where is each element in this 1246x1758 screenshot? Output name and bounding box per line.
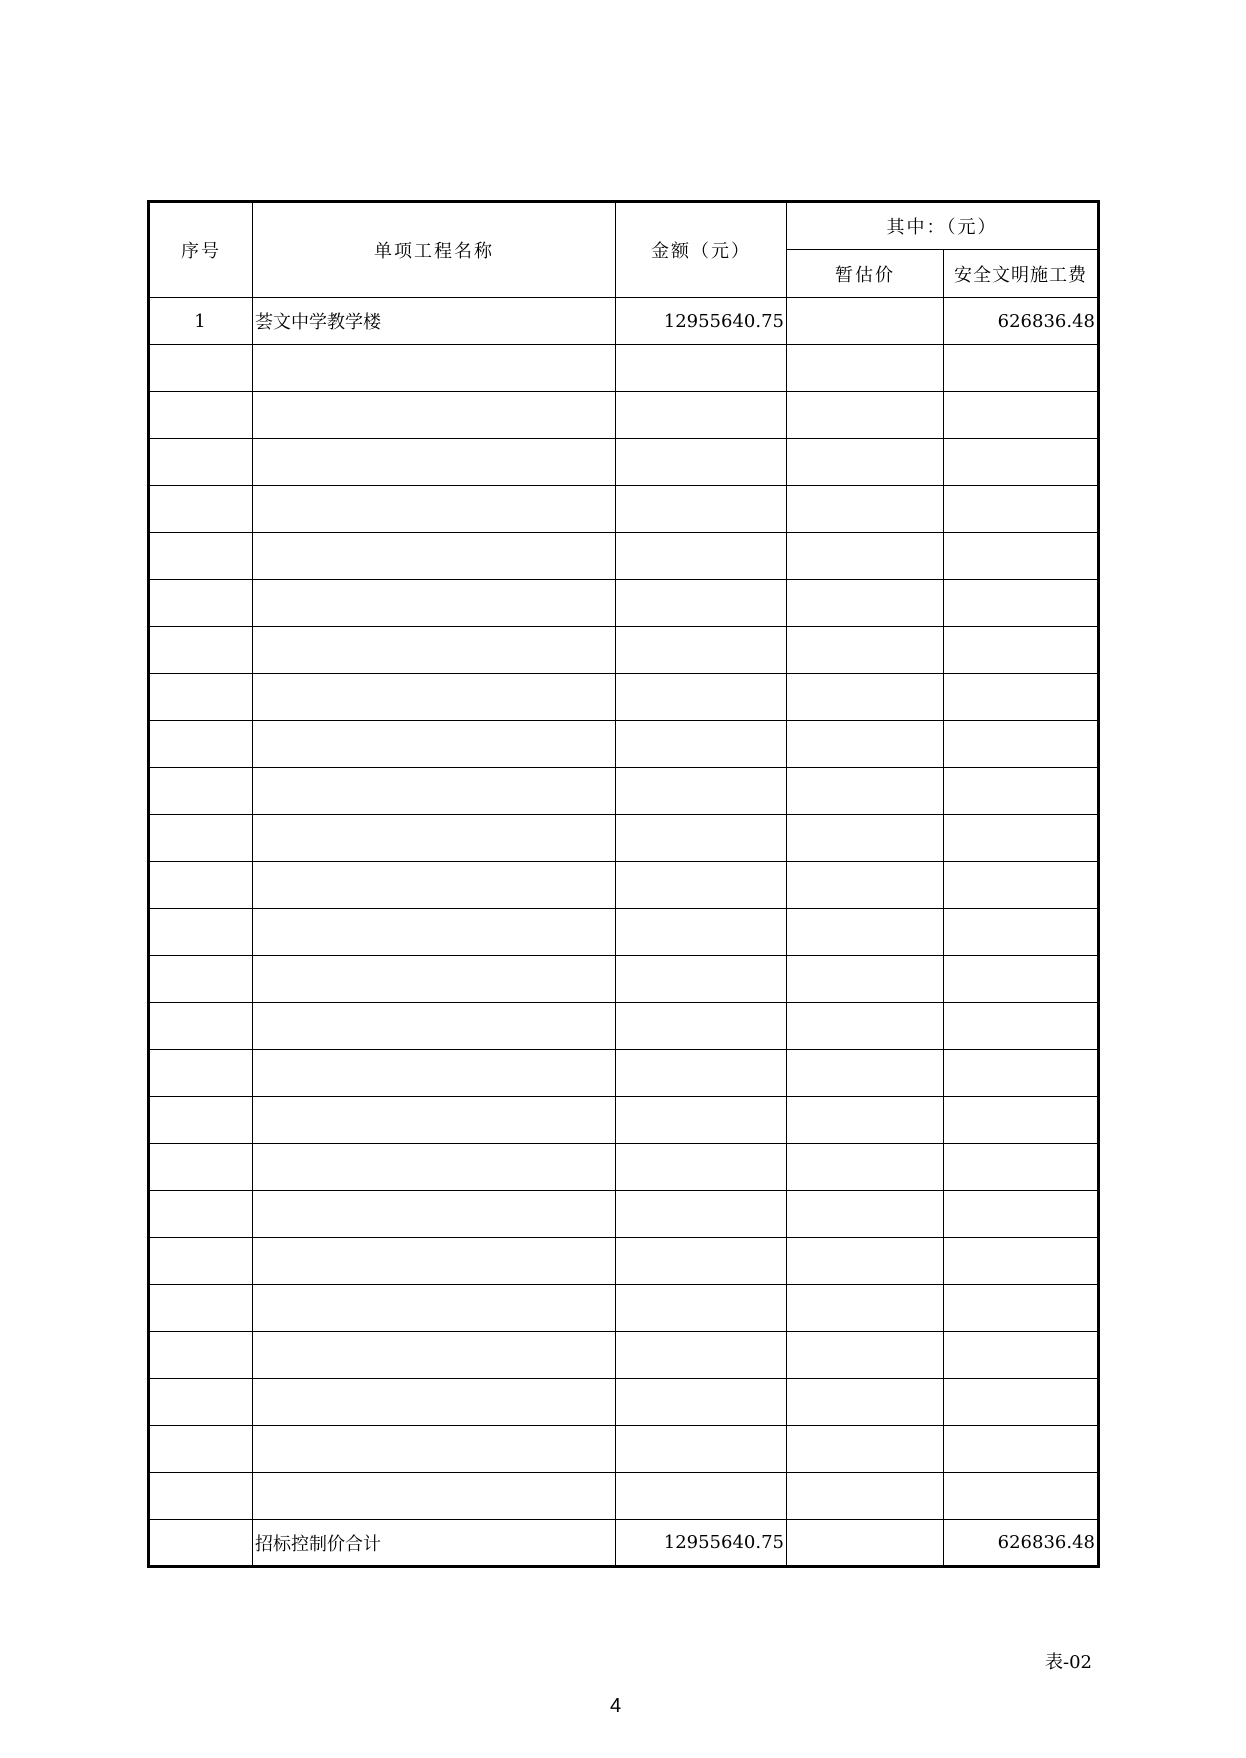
cell-provisional-price [787,392,944,439]
cell-seq [149,486,253,533]
table-row [149,1191,1099,1238]
cell-provisional-price [787,674,944,721]
cell-provisional-price [787,627,944,674]
cell-provisional-price [787,1285,944,1332]
cell-provisional-price [787,1097,944,1144]
cell-amount [616,721,787,768]
table-row [149,345,1099,392]
cell-seq [149,1379,253,1426]
header-safety-fee: 安全文明施工费 [944,250,1099,298]
cell-project-name [253,345,616,392]
cell-safety-fee [944,345,1099,392]
table-row [149,909,1099,956]
cell-seq [149,1097,253,1144]
cell-seq [149,1238,253,1285]
total-safety-fee: 626836.48 [944,1520,1099,1567]
table-row [149,1144,1099,1191]
cell-amount [616,1379,787,1426]
cell-project-name [253,1238,616,1285]
header-provisional-price: 暂估价 [787,250,944,298]
header-project-name: 单项工程名称 [253,202,616,298]
cell-provisional-price [787,815,944,862]
total-seq [149,1520,253,1567]
table-row [149,1379,1099,1426]
cell-project-name [253,862,616,909]
cell-provisional-price [787,909,944,956]
cell-safety-fee [944,439,1099,486]
cell-amount [616,439,787,486]
cell-project-name [253,956,616,1003]
cell-seq [149,1144,253,1191]
cell-provisional-price [787,439,944,486]
cell-safety-fee [944,815,1099,862]
cell-project-name [253,533,616,580]
table-row [149,1332,1099,1379]
table-row [149,627,1099,674]
cell-project-name [253,1379,616,1426]
cell-project-name [253,1144,616,1191]
cell-seq [149,1050,253,1097]
cell-project-name [253,1332,616,1379]
cell-project-name [253,1285,616,1332]
cell-project-name [253,1191,616,1238]
cell-seq [149,815,253,862]
cell-project-name [253,439,616,486]
cell-provisional-price [787,1050,944,1097]
cell-safety-fee [944,1191,1099,1238]
cell-project-name: 荟文中学教学楼 [253,298,616,345]
cell-safety-fee [944,1144,1099,1191]
cell-provisional-price [787,1003,944,1050]
cell-project-name [253,674,616,721]
cell-provisional-price [787,298,944,345]
table-row [149,439,1099,486]
cell-safety-fee [944,486,1099,533]
cell-provisional-price [787,1238,944,1285]
table-row [149,1285,1099,1332]
table-row [149,1473,1099,1520]
table-row [149,721,1099,768]
header-row-1 [149,202,1099,250]
cell-project-name [253,1003,616,1050]
cell-project-name [253,627,616,674]
cell-provisional-price [787,533,944,580]
cell-provisional-price [787,1191,944,1238]
cell-amount [616,1285,787,1332]
table-row [149,1238,1099,1285]
cell-amount [616,768,787,815]
cell-amount [616,1191,787,1238]
cell-seq [149,345,253,392]
cell-seq [149,1332,253,1379]
cell-amount [616,533,787,580]
table-row [149,862,1099,909]
cell-seq [149,909,253,956]
cell-seq [149,392,253,439]
cell-safety-fee [944,1426,1099,1473]
cell-safety-fee [944,1285,1099,1332]
cell-seq [149,439,253,486]
cell-safety-fee [944,1050,1099,1097]
table-row [149,815,1099,862]
total-amount: 12955640.75 [616,1520,787,1567]
cell-amount [616,1097,787,1144]
cell-amount [616,486,787,533]
header-seq: 序号 [149,202,253,298]
cell-seq: 1 [149,298,253,345]
cell-safety-fee [944,721,1099,768]
cell-project-name [253,909,616,956]
cell-safety-fee [944,1097,1099,1144]
header-amount: 金额（元） [616,202,787,298]
cell-project-name [253,580,616,627]
cell-seq [149,1473,253,1520]
cell-amount [616,1238,787,1285]
table-row [149,768,1099,815]
header-of-which: 其中：（元） [787,202,1099,250]
cell-seq [149,1191,253,1238]
cell-provisional-price [787,1379,944,1426]
cell-safety-fee [944,862,1099,909]
cell-seq [149,674,253,721]
page-number: 4 [610,1695,622,1717]
cell-safety-fee [944,1238,1099,1285]
cell-amount [616,1332,787,1379]
total-row [149,1520,1099,1567]
cell-provisional-price [787,1426,944,1473]
cell-amount [616,1473,787,1520]
cell-provisional-price [787,768,944,815]
cell-safety-fee [944,392,1099,439]
cell-amount [616,345,787,392]
bid-control-price-summary-table [147,200,1100,1568]
cell-amount [616,674,787,721]
cell-provisional-price [787,1332,944,1379]
cell-amount [616,580,787,627]
table-row [149,1426,1099,1473]
cell-seq [149,1426,253,1473]
cell-safety-fee [944,533,1099,580]
table-footer [149,1520,1099,1567]
table-row [149,486,1099,533]
total-label: 招标控制价合计 [253,1520,616,1567]
cell-amount [616,1426,787,1473]
cell-safety-fee: 626836.48 [944,298,1099,345]
cell-project-name [253,486,616,533]
cell-provisional-price [787,721,944,768]
table-row [149,392,1099,439]
cell-safety-fee [944,674,1099,721]
cell-seq [149,862,253,909]
cell-project-name [253,392,616,439]
cell-safety-fee [944,768,1099,815]
cell-project-name [253,721,616,768]
table-row [149,580,1099,627]
cell-safety-fee [944,1332,1099,1379]
table-row [149,1097,1099,1144]
cell-amount [616,392,787,439]
cell-seq [149,956,253,1003]
cell-safety-fee [944,956,1099,1003]
cell-safety-fee [944,909,1099,956]
cell-safety-fee [944,627,1099,674]
cell-amount [616,956,787,1003]
cell-project-name [253,1473,616,1520]
cell-seq [149,721,253,768]
cell-amount [616,1050,787,1097]
cell-project-name [253,1097,616,1144]
cell-project-name [253,1050,616,1097]
cell-safety-fee [944,1473,1099,1520]
cell-seq [149,533,253,580]
cell-safety-fee [944,580,1099,627]
cell-seq [149,580,253,627]
cell-amount [616,909,787,956]
table-row [149,1003,1099,1050]
cell-project-name [253,1426,616,1473]
cell-project-name [253,815,616,862]
table-row [149,956,1099,1003]
cell-amount [616,862,787,909]
table-row [149,533,1099,580]
table-row [149,298,1099,345]
cell-seq [149,768,253,815]
cell-amount [616,1144,787,1191]
cell-project-name [253,768,616,815]
cell-amount: 12955640.75 [616,298,787,345]
total-provisional [787,1520,944,1567]
table-body [149,298,1099,1520]
cell-seq [149,627,253,674]
cell-provisional-price [787,580,944,627]
cell-seq [149,1003,253,1050]
table-row [149,1050,1099,1097]
cell-provisional-price [787,862,944,909]
cell-provisional-price [787,345,944,392]
table-header [149,202,1099,298]
cell-amount [616,1003,787,1050]
cell-provisional-price [787,956,944,1003]
cell-safety-fee [944,1003,1099,1050]
cell-provisional-price [787,486,944,533]
cell-amount [616,627,787,674]
cell-amount [616,815,787,862]
cell-seq [149,1285,253,1332]
table-row [149,674,1099,721]
cell-safety-fee [944,1379,1099,1426]
cell-provisional-price [787,1144,944,1191]
form-code: 表-02 [1045,1652,1092,1673]
cell-provisional-price [787,1473,944,1520]
